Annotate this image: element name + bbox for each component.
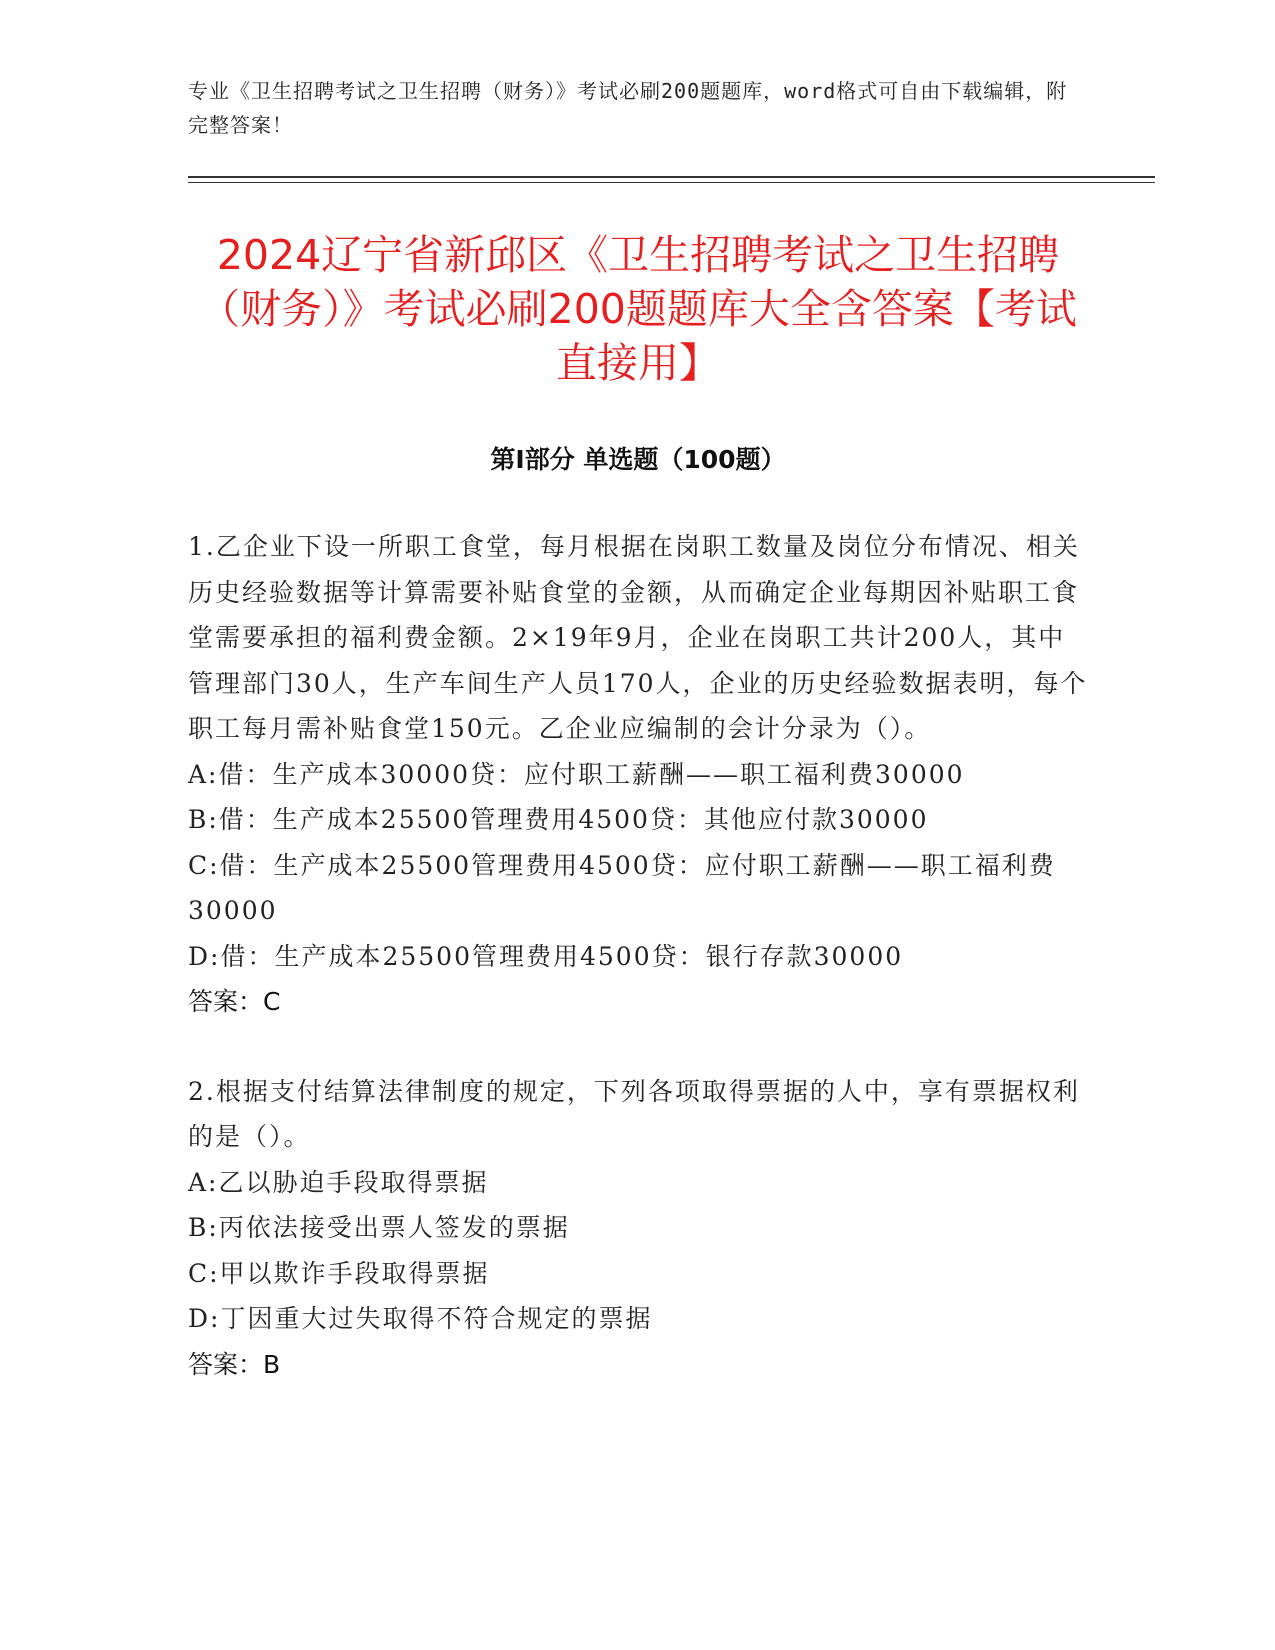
option-a: A:乙以胁迫手段取得票据 [188,1167,489,1197]
header-divider-thick [188,176,1155,178]
question-stem: 2.根据支付结算法律制度的规定，下列各项取得票据的人中，享有票据权利的是（）。 [188,1076,1080,1151]
option-a: A:借：生产成本30000贷：应付职工薪酬——职工福利费30000 [188,759,965,789]
option-d: D:丁因重大过失取得不符合规定的票据 [188,1304,653,1333]
document-title: 2024辽宁省新邱区《卫生招聘考试之卫生招聘（财务）》考试必刷200题题库大全含答案【考试直接用】 [199,231,1077,387]
section-heading: 第Ⅰ部分 单选题（100题） [490,445,786,474]
answer: 答案：B [188,1349,281,1379]
question-list [188,524,1088,1431]
option-b: B:丙依法接受出票人签发的票据 [188,1213,570,1242]
question-1 [188,524,1088,1025]
option-b: B:借：生产成本25500管理费用4500贷：其他应付款30000 [188,805,929,834]
option-c: C:甲以欺诈手段取得票据 [188,1258,490,1288]
answer: 答案：C [188,987,281,1016]
question-stem: 1.乙企业下设一所职工食堂，每月根据在岗职工数量及岗位分布情况、相关历史经验数据等计算需要补贴食堂的金额，从而确定企业每期因补贴职工食堂需要承担的福利费金额。2×19年9月，企业在岗职工共计200人，其中管理部门30人，生产车间生产人员170人，企业的历史经验数据表明，每个职工每月需补贴食堂150元。乙企业应编制的会计分录为（）。 [188,532,1088,743]
option-c: C:借：生产成本25500管理费用4500贷：应付职工薪酬——职工福利费30000 [188,850,1056,925]
header-note: 专业《卫生招聘考试之卫生招聘（财务）》考试必刷200题题库，word格式可自由下载编辑，附完整答案！ [188,79,1068,137]
header-divider-thin [188,182,1155,183]
option-d: D:借：生产成本25500管理费用4500贷：银行存款30000 [188,941,904,971]
question-2 [188,1069,1088,1388]
